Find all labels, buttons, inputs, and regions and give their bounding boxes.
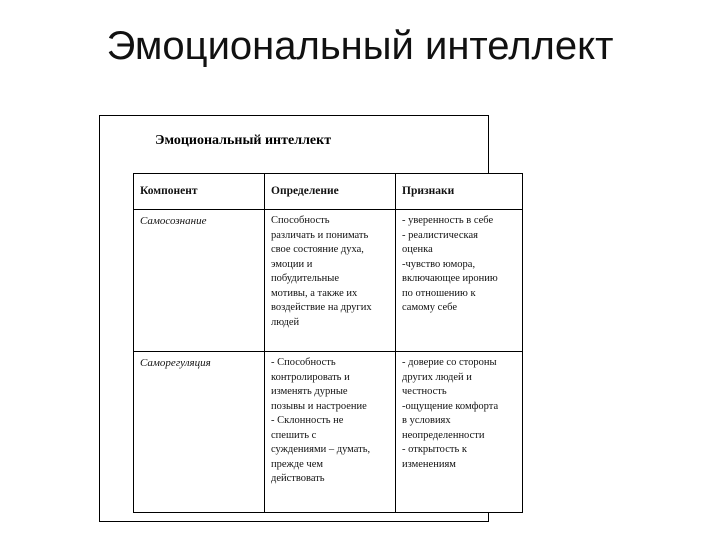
row-definition: - Способность контролировать и изменять дурные позывы и настроение - Склонность не спешить с суждениями – думать, прежде чем действовать: [265, 352, 396, 513]
document-heading: Эмоциональный интеллект: [155, 133, 332, 148]
header-signs: Признаки: [396, 174, 523, 210]
table-row: [134, 210, 523, 352]
header-definition: Определение: [265, 174, 396, 210]
table-row: [134, 352, 523, 513]
row-signs: - доверие со стороны других людей и честность -ощущение комфорта в условиях неопределенности - открытость к изменениям: [396, 352, 523, 513]
row-signs: - уверенность в себе - реалистическая оценка -чувство юмора, включающее иронию по отношению к самому себе: [396, 210, 523, 352]
emotional-intelligence-table: [133, 173, 523, 513]
row-component: Самосознание: [134, 210, 265, 352]
slide-title: Эмоциональный интеллект: [106, 24, 614, 68]
row-definition: Способность различать и понимать свое состояние духа, эмоции и побудительные мотивы, а также их воздействие на других людей: [265, 210, 396, 352]
table-header-row: [134, 174, 523, 210]
row-component: Саморегуляция: [134, 352, 265, 513]
header-component: Компонент: [134, 174, 265, 210]
